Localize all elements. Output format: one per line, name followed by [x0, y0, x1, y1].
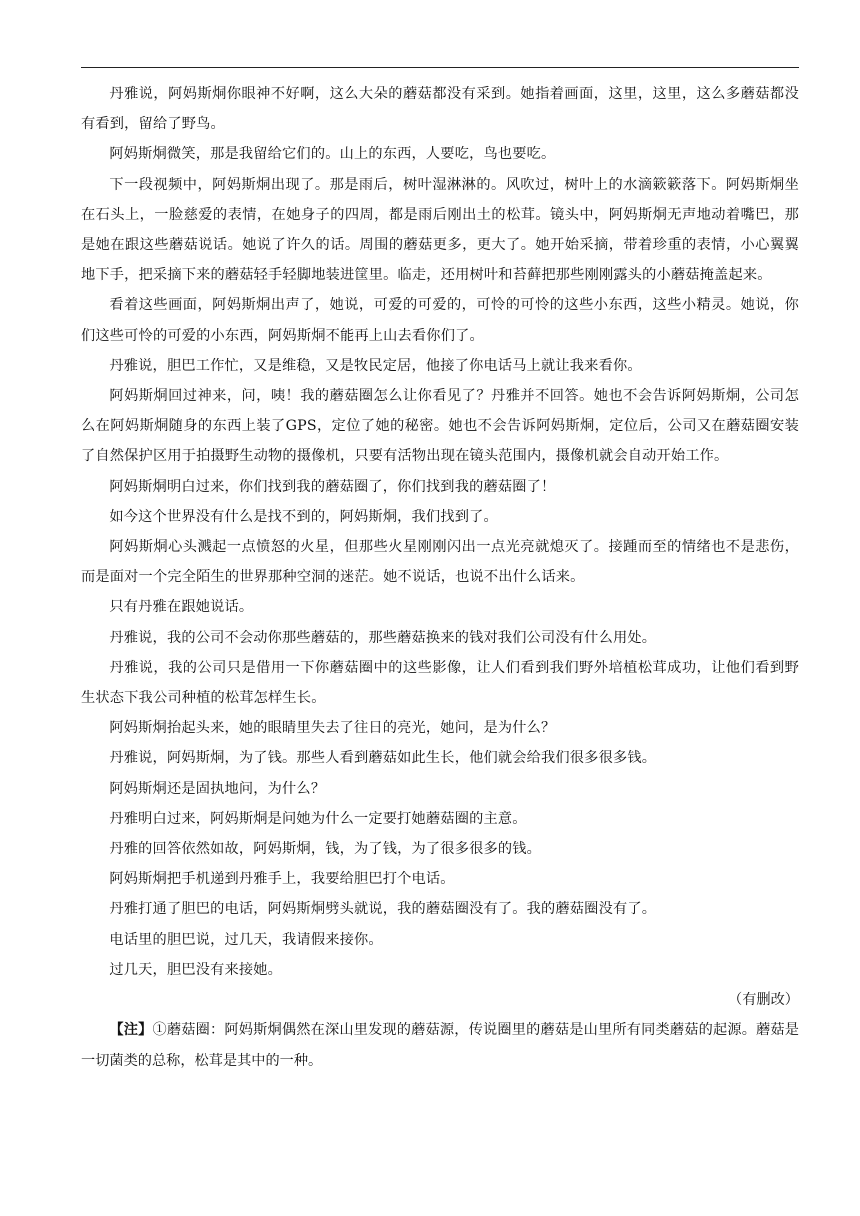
paragraph: 阿妈斯烔微笑，那是我留给它们的。山上的东西，人要吃，鸟也要吃。 [109, 146, 556, 163]
paragraph: 过几天，胆巴没有来接她。 [109, 961, 283, 978]
paragraph: 阿妈斯烔回过神来，问，咦！我的蘑菇圈怎么让你看见了？丹雅并不回答。她也不会告诉阿妈斯烔，公司怎么在阿妈斯烔随身的东西上装了GPS，定位了她的秘密。她也不会告诉阿妈斯烔，定位后，公司又在蘑菇圈安装了自然保护区用于拍摄野生动物的摄像机，只要有活物出现在镜头范围内，摄像机就会自动开始工作。 [81, 388, 799, 465]
header-rule [81, 67, 799, 68]
paragraph: 阿妈斯烔把手机递到丹雅手上，我要给胆巴打个电话。 [109, 871, 455, 888]
footnote [81, 1015, 799, 1075]
paragraph: 丹雅说，阿妈斯烔，为了钱。那些人看到蘑菇如此生长，他们就会给我们很多很多钱。 [109, 750, 657, 767]
paragraph: 丹雅说，我的公司不会动你那些蘑菇的，那些蘑菇换来的钱对我们公司没有什么用处。 [109, 629, 657, 646]
paragraph: 丹雅的回答依然如故，阿妈斯烔，钱，为了钱，为了很多很多的钱。 [109, 841, 542, 858]
paragraph: 阿妈斯烔明白过来，你们找到我的蘑菇圈了，你们找到我的蘑菇圈了！ [109, 478, 556, 495]
paragraph: 如今这个世界没有什么是找不到的，阿妈斯烔，我们找到了。 [109, 508, 498, 525]
paragraph: 阿妈斯烔抬起头来，她的眼睛里失去了往日的亮光，她问，是为什么？ [109, 720, 556, 737]
footnote-text: ①蘑菇圈：阿妈斯烔偶然在深山里发现的蘑菇源，传说圈里的蘑菇是山里所有同类蘑菇的起源。蘑菇是一切菌类的总称，松茸是其中的一种。 [81, 1022, 799, 1069]
paragraph: 丹雅说，胆巴工作忙，又是维稳，又是牧民定居，他接了你电话马上就让我来看你。 [109, 357, 642, 374]
paragraph: 丹雅说，阿妈斯烔你眼神不好啊，这么大朵的蘑菇都没有采到。她指着画面，这里，这里，这么多蘑菇都没有看到，留给了野鸟。 [81, 86, 799, 133]
paragraph: 下一段视频中，阿妈斯烔出现了。那是雨后，树叶湿淋淋的。风吹过，树叶上的水滴簌簌落下。阿妈斯烔坐在石头上，一脸慈爱的表情，在她身子的四周，都是雨后刚出土的松茸。镜头中，阿妈斯烔无声地动着嘴巴，那是她在跟这些蘑菇说话。她说了许久的话。周围的蘑菇更多，更大了。她开始采摘，带着珍重的表情，小心翼翼地下手，把采摘下来的蘑菇轻手轻脚地装进筐里。临走，还用树叶和苔藓把那些刚刚露头的小蘑菇掩盖起来。 [81, 176, 799, 284]
paragraph: 丹雅说，我的公司只是借用一下你蘑菇圈中的这些影像，让人们看到我们野外培植松茸成功，让他们看到野生状态下我公司种植的松茸怎样生长。 [81, 659, 799, 707]
paragraph: 只有丹雅在跟她说话。 [109, 599, 254, 616]
paragraph: 电话里的胆巴说，过几天，我请假来接你。 [109, 931, 383, 948]
footnote-label: 【注】 [109, 1022, 153, 1039]
paragraph: 阿妈斯烔心头溅起一点愤怒的火星，但那些火星刚刚闪出一点光亮就熄灭了。接踵而至的情绪也不是悲伤，而是面对一个完全陌生的世界那种空洞的迷茫。她不说话，也说不出什么话来。 [81, 539, 799, 586]
paragraph: 丹雅明白过来，阿妈斯烔是问她为什么一定要打她蘑菇圈的主意。 [109, 810, 527, 827]
paragraph: 看着这些画面，阿妈斯烔出声了，她说，可爱的可爱的，可怜的可怜的这些小东西，这些小精灵。她说，你们这些可怜的可爱的小东西，阿妈斯烔不能再上山去看你们了。 [81, 297, 799, 344]
story-body [81, 79, 799, 1076]
paragraph: 阿妈斯烔还是固执地问，为什么？ [109, 780, 326, 797]
edit-credit: （有删改） [728, 992, 799, 1009]
paragraph: 丹雅打通了胆巴的电话，阿妈斯烔劈头就说，我的蘑菇圈没有了。我的蘑菇圈没有了。 [109, 901, 657, 918]
